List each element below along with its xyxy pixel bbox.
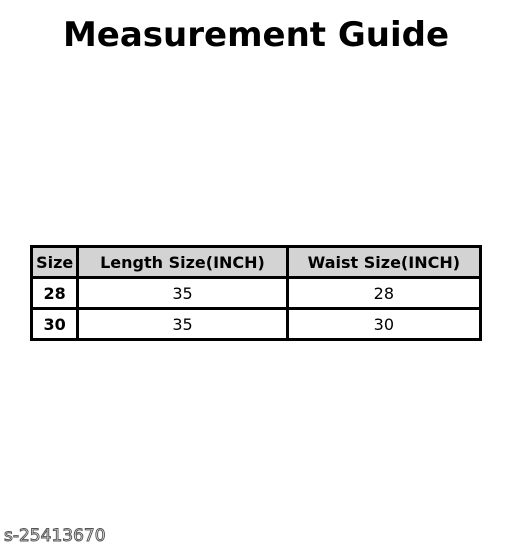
measurement-table (30, 245, 482, 341)
cell-waist: 28 (287, 278, 480, 309)
watermark-id: s-25413670 (4, 526, 106, 546)
cell-length: 35 (78, 278, 287, 309)
table-header-row (32, 247, 481, 278)
cell-length: 35 (78, 309, 287, 340)
table-row (32, 278, 481, 309)
table-row (32, 309, 481, 340)
header-waist: Waist Size(INCH) (287, 247, 480, 278)
page-title: Measurement Guide (62, 15, 450, 55)
cell-size: 28 (32, 278, 78, 309)
header-size: Size (32, 247, 78, 278)
header-length: Length Size(INCH) (78, 247, 287, 278)
cell-waist: 30 (287, 309, 480, 340)
cell-size: 30 (32, 309, 78, 340)
